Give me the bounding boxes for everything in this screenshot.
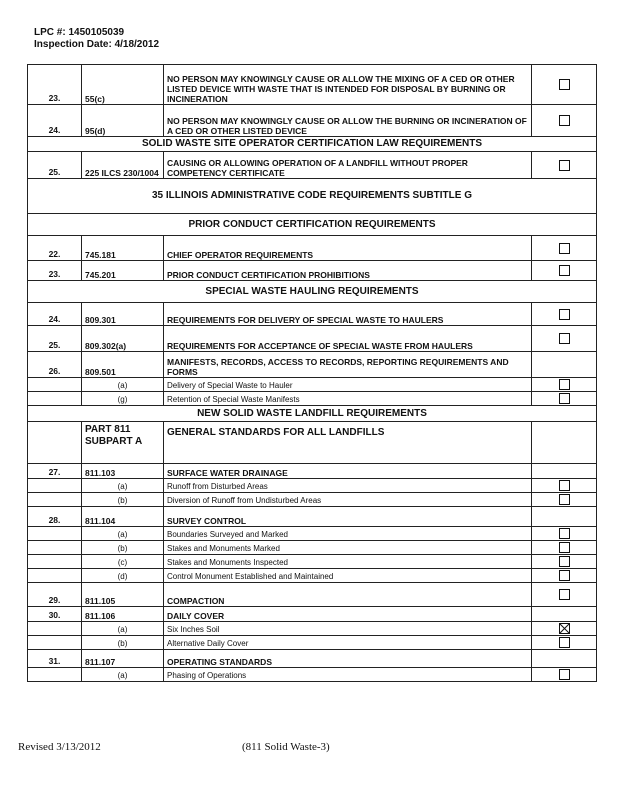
section-reference: 811.105 bbox=[82, 583, 164, 607]
sub-item-row bbox=[28, 668, 597, 682]
sub-description: Delivery of Special Waste to Hauler bbox=[164, 378, 532, 392]
requirement-description: REQUIREMENTS FOR DELIVERY OF SPECIAL WASTE TO HAULERS bbox=[164, 303, 532, 326]
lpc-number: LPC #: 1450105039 bbox=[34, 27, 125, 38]
section-reference: 95(d) bbox=[82, 105, 164, 137]
checkbox-cell bbox=[532, 326, 597, 352]
item-number: 25. bbox=[28, 152, 82, 179]
checkbox-cell bbox=[532, 607, 597, 622]
checkbox-cell bbox=[532, 65, 597, 105]
checkbox[interactable] bbox=[559, 379, 570, 390]
requirement-description: SURVEY CONTROL bbox=[164, 507, 532, 527]
sub-section: (g) bbox=[82, 392, 164, 406]
part-label: PART 811 SUBPART A bbox=[82, 422, 164, 464]
checkbox-cell bbox=[532, 555, 597, 569]
checkbox-cell bbox=[532, 303, 597, 326]
section-reference: 225 ILCS 230/1004 bbox=[82, 152, 164, 179]
sub-section: (a) bbox=[82, 378, 164, 392]
item-number bbox=[28, 555, 82, 569]
sub-section: (a) bbox=[82, 622, 164, 636]
sub-section: (b) bbox=[82, 636, 164, 650]
section-reference: 811.106 bbox=[82, 607, 164, 622]
sub-description: Diversion of Runoff from Undisturbed Areas bbox=[164, 493, 532, 507]
section-heading-row bbox=[28, 214, 597, 236]
item-number: 24. bbox=[28, 303, 82, 326]
section-reference: 745.181 bbox=[82, 236, 164, 261]
item-number: 25. bbox=[28, 326, 82, 352]
item-number bbox=[28, 392, 82, 406]
sub-section: (d) bbox=[82, 569, 164, 583]
item-number bbox=[28, 668, 82, 682]
sub-section: (b) bbox=[82, 541, 164, 555]
checkbox-cell bbox=[532, 464, 597, 479]
sub-description: Boundaries Surveyed and Marked bbox=[164, 527, 532, 541]
sub-item-row bbox=[28, 541, 597, 555]
item-number: 22. bbox=[28, 236, 82, 261]
checklist-row bbox=[28, 650, 597, 668]
checklist-row bbox=[28, 261, 597, 281]
requirement-description: NO PERSON MAY KNOWINGLY CAUSE OR ALLOW THE MIXING OF A CED OR OTHER LISTED DEVICE WITH WASTE THAT IS INTENDED FOR DISPOSAL BY BURNING OR INCINERATION bbox=[164, 65, 532, 105]
checklist-row bbox=[28, 583, 597, 607]
item-number bbox=[28, 541, 82, 555]
requirement-description: PRIOR CONDUCT CERTIFICATION PROHIBITIONS bbox=[164, 261, 532, 281]
revised-date: Revised 3/13/2012 bbox=[18, 741, 101, 753]
section-reference: 811.104 bbox=[82, 507, 164, 527]
page-label: (811 Solid Waste-3) bbox=[242, 741, 330, 753]
section-heading: NEW SOLID WASTE LANDFILL REQUIREMENTS bbox=[28, 406, 597, 422]
checklist-row bbox=[28, 607, 597, 622]
inspection-date: Inspection Date: 4/18/2012 bbox=[34, 39, 160, 50]
item-number: 23. bbox=[28, 65, 82, 105]
checkbox-cell bbox=[532, 668, 597, 682]
checkbox-cell bbox=[532, 622, 597, 636]
item-number bbox=[28, 422, 82, 464]
checkbox[interactable] bbox=[559, 265, 570, 276]
checkbox-cell bbox=[532, 583, 597, 607]
checkbox-cell bbox=[532, 569, 597, 583]
checkbox-cell bbox=[532, 527, 597, 541]
requirement-description: SURFACE WATER DRAINAGE bbox=[164, 464, 532, 479]
checklist-row bbox=[28, 303, 597, 326]
sub-description: Six Inches Soil bbox=[164, 622, 532, 636]
checkbox-cell bbox=[532, 152, 597, 179]
section-heading: 35 ILLINOIS ADMINISTRATIVE CODE REQUIREMENTS SUBTITLE G bbox=[28, 179, 597, 214]
checkbox-cell bbox=[532, 105, 597, 137]
section-reference: 809.501 bbox=[82, 352, 164, 378]
checklist-row bbox=[28, 507, 597, 527]
sub-item-row bbox=[28, 569, 597, 583]
requirement-description: REQUIREMENTS FOR ACCEPTANCE OF SPECIAL WASTE FROM HAULERS bbox=[164, 326, 532, 352]
item-number: 24. bbox=[28, 105, 82, 137]
checkbox[interactable] bbox=[559, 480, 570, 491]
checkbox[interactable] bbox=[559, 542, 570, 553]
section-heading: SOLID WASTE SITE OPERATOR CERTIFICATION LAW REQUIREMENTS bbox=[28, 137, 597, 152]
checkbox[interactable] bbox=[559, 494, 570, 505]
item-number: 23. bbox=[28, 261, 82, 281]
requirement-description: COMPACTION bbox=[164, 583, 532, 607]
checkbox-checked[interactable] bbox=[559, 623, 570, 634]
item-number bbox=[28, 493, 82, 507]
section-heading-row bbox=[28, 137, 597, 152]
sub-item-row bbox=[28, 378, 597, 392]
checkbox-cell bbox=[532, 650, 597, 668]
requirement-description: NO PERSON MAY KNOWINGLY CAUSE OR ALLOW THE BURNING OR INCINERATION OF A CED OR OTHER LISTED DEVICE bbox=[164, 105, 532, 137]
sub-section: (a) bbox=[82, 668, 164, 682]
checkbox-cell bbox=[532, 392, 597, 406]
checkbox[interactable] bbox=[559, 243, 570, 254]
checklist-row bbox=[28, 326, 597, 352]
sub-description: Control Monument Established and Maintained bbox=[164, 569, 532, 583]
sub-item-row bbox=[28, 479, 597, 493]
checkbox[interactable] bbox=[559, 333, 570, 344]
checkbox-cell bbox=[532, 541, 597, 555]
item-number: 26. bbox=[28, 352, 82, 378]
checklist-row bbox=[28, 105, 597, 137]
inspection-checklist-table bbox=[27, 64, 597, 682]
sub-item-row bbox=[28, 622, 597, 636]
checklist-row bbox=[28, 236, 597, 261]
item-number bbox=[28, 622, 82, 636]
checkbox-cell bbox=[532, 378, 597, 392]
checkbox-cell bbox=[532, 636, 597, 650]
part-title: GENERAL STANDARDS FOR ALL LANDFILLS bbox=[164, 422, 532, 464]
checkbox[interactable] bbox=[559, 556, 570, 567]
item-number bbox=[28, 527, 82, 541]
checklist-row bbox=[28, 65, 597, 105]
section-reference: 745.201 bbox=[82, 261, 164, 281]
checkbox-cell bbox=[532, 236, 597, 261]
checkbox-cell bbox=[532, 261, 597, 281]
checkbox-cell bbox=[532, 493, 597, 507]
item-number: 29. bbox=[28, 583, 82, 607]
sub-description: Phasing of Operations bbox=[164, 668, 532, 682]
sub-description: Stakes and Monuments Inspected bbox=[164, 555, 532, 569]
item-number bbox=[28, 479, 82, 493]
sub-section: (a) bbox=[82, 527, 164, 541]
requirement-description: OPERATING STANDARDS bbox=[164, 650, 532, 668]
item-number bbox=[28, 378, 82, 392]
section-reference: 55(c) bbox=[82, 65, 164, 105]
checkbox[interactable] bbox=[559, 528, 570, 539]
item-number: 28. bbox=[28, 507, 82, 527]
section-reference: 809.302(a) bbox=[82, 326, 164, 352]
item-number: 27. bbox=[28, 464, 82, 479]
checkbox[interactable] bbox=[559, 589, 570, 600]
requirement-description: MANIFESTS, RECORDS, ACCESS TO RECORDS, REPORTING REQUIREMENTS AND FORMS bbox=[164, 352, 532, 378]
sub-description: Retention of Special Waste Manifests bbox=[164, 392, 532, 406]
checkbox[interactable] bbox=[559, 570, 570, 581]
checkbox-cell bbox=[532, 422, 597, 464]
section-heading-row bbox=[28, 179, 597, 214]
checkbox[interactable] bbox=[559, 637, 570, 648]
checklist-row bbox=[28, 352, 597, 378]
sub-section: (b) bbox=[82, 493, 164, 507]
part-heading-row bbox=[28, 422, 597, 464]
sub-section: (c) bbox=[82, 555, 164, 569]
checklist-row bbox=[28, 464, 597, 479]
sub-item-row bbox=[28, 636, 597, 650]
section-reference: 811.103 bbox=[82, 464, 164, 479]
item-number bbox=[28, 569, 82, 583]
item-number: 30. bbox=[28, 607, 82, 622]
checkbox[interactable] bbox=[559, 79, 570, 90]
section-heading: SPECIAL WASTE HAULING REQUIREMENTS bbox=[28, 281, 597, 303]
checkbox[interactable] bbox=[559, 160, 570, 171]
sub-item-row bbox=[28, 527, 597, 541]
checkbox-cell bbox=[532, 479, 597, 493]
item-number bbox=[28, 636, 82, 650]
section-reference: 811.107 bbox=[82, 650, 164, 668]
section-heading: PRIOR CONDUCT CERTIFICATION REQUIREMENTS bbox=[28, 214, 597, 236]
checkbox[interactable] bbox=[559, 309, 570, 320]
checkbox-cell bbox=[532, 352, 597, 378]
item-number: 31. bbox=[28, 650, 82, 668]
requirement-description: CHIEF OPERATOR REQUIREMENTS bbox=[164, 236, 532, 261]
section-heading-row bbox=[28, 406, 597, 422]
sub-section: (a) bbox=[82, 479, 164, 493]
section-heading-row bbox=[28, 281, 597, 303]
sub-item-row bbox=[28, 493, 597, 507]
sub-description: Runoff from Disturbed Areas bbox=[164, 479, 532, 493]
checklist-row bbox=[28, 152, 597, 179]
checkbox[interactable] bbox=[559, 393, 570, 404]
sub-description: Alternative Daily Cover bbox=[164, 636, 532, 650]
checkbox[interactable] bbox=[559, 669, 570, 680]
requirement-description: DAILY COVER bbox=[164, 607, 532, 622]
checkbox[interactable] bbox=[559, 115, 570, 126]
sub-item-row bbox=[28, 392, 597, 406]
requirement-description: CAUSING OR ALLOWING OPERATION OF A LANDFILL WITHOUT PROPER COMPETENCY CERTIFICATE bbox=[164, 152, 532, 179]
sub-item-row bbox=[28, 555, 597, 569]
sub-description: Stakes and Monuments Marked bbox=[164, 541, 532, 555]
checkbox-cell bbox=[532, 507, 597, 527]
section-reference: 809.301 bbox=[82, 303, 164, 326]
